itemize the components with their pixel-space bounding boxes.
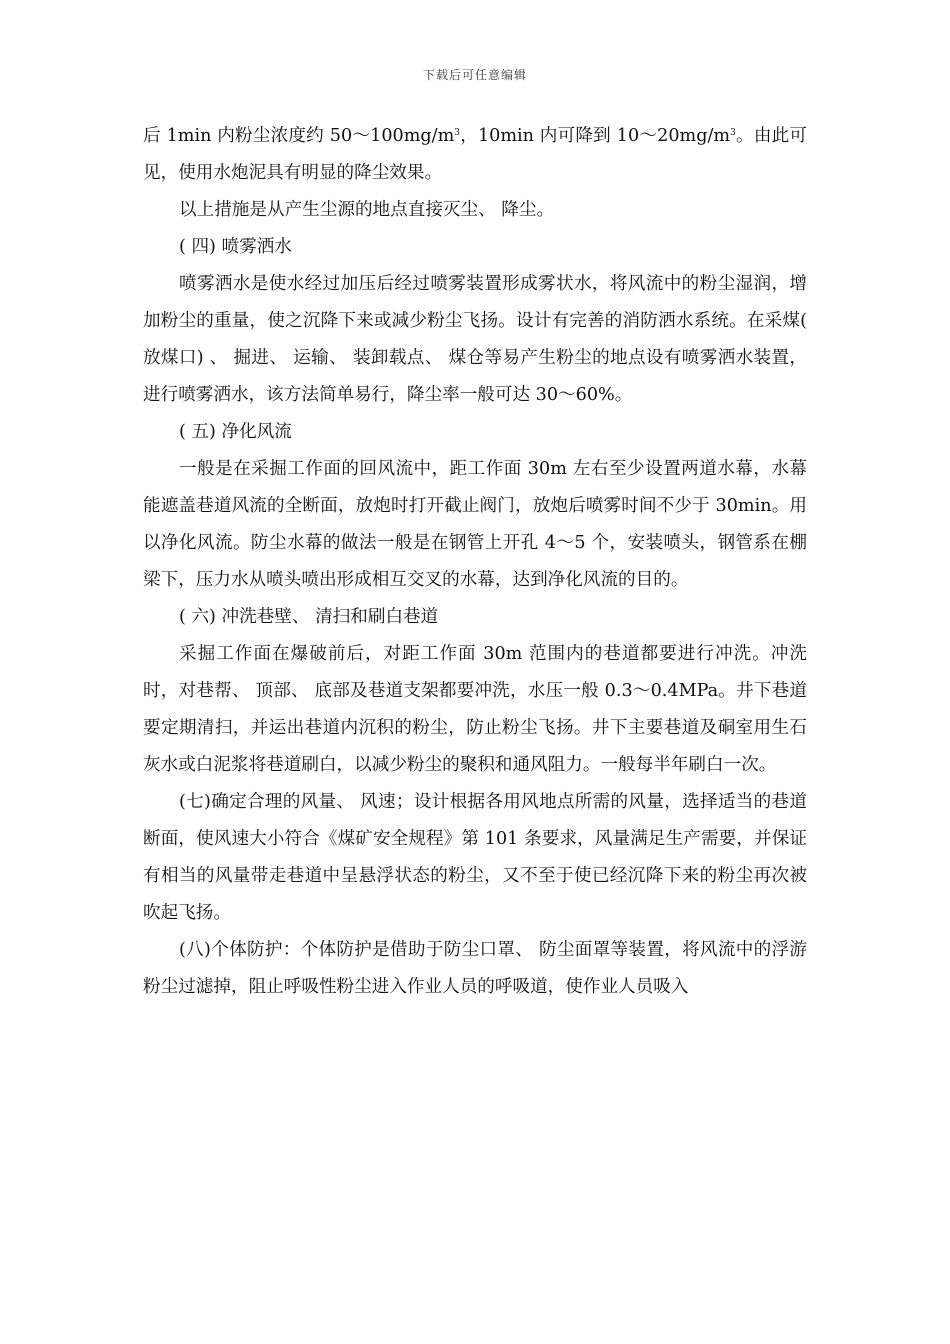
page-header: 下载后可任意编辑 xyxy=(422,68,527,82)
section-heading-4: ( 四) 喷雾洒水 xyxy=(179,237,292,257)
superscript: 3 xyxy=(730,128,736,138)
section-heading-5: ( 五) 净化风流 xyxy=(179,422,292,442)
section-heading-6: ( 六) 冲洗巷壁、 清扫和刷白巷道 xyxy=(179,607,439,627)
paragraph-spray: 喷雾洒水是使水经过加压后经过喷雾装置形成雾状水，将风流中的粉尘湿润，增加粉尘的重量，使之沉降下来或减少粉尘飞扬。设计有完善的消防洒水系统。在采煤( 放煤口) 、 掘进、 运输、 装卸载点、 煤仓等易产生粉尘的地点设有喷雾洒水装置，进行喷雾洒水，该方法简单易行，降尘率一般可达 30～60%。 xyxy=(143,274,807,405)
text-run: ，10min 内可降到 10～20mg/m xyxy=(460,126,731,146)
paragraph-continued xyxy=(143,118,807,192)
paragraph-summary: 以上措施是从产生尘源的地点直接灭尘、 降尘。 xyxy=(179,200,555,220)
document-body xyxy=(143,118,807,1006)
paragraph-flush: 采掘工作面在爆破前后，对距工作面 30m 范围内的巷道都要进行冲洗。冲洗时，对巷帮、 顶部、 底部及巷道支架都要冲洗，水压一般 0.3～0.4MPa。井下巷道要定期清扫，并运出巷道内沉积的粉尘，防止粉尘飞扬。井下主要巷道及硐室用生石灰水或白泥浆将巷道刷白，以减少粉尘的聚积和通风阻力。一般每半年刷白一次。 xyxy=(143,644,807,775)
paragraph-purify: 一般是在采掘工作面的回风流中，距工作面 30m 左右至少设置两道水幕，水幕能遮盖巷道风流的全断面，放炮时打开截止阀门，放炮后喷雾时间不少于 30min。用以净化风流。防尘水幕的做法一般是在钢管上开孔 4～5 个，安装喷头，钢管系在棚梁下，压力水从喷头喷出形成相互交叉的水幕，达到净化风流的目的。 xyxy=(143,459,807,590)
paragraph-airflow: (七)确定合理的风量、 风速；设计根据各用风地点所需的风量，选择适当的巷道断面，使风速大小符合《煤矿安全规程》第 101 条要求，风量满足生产需要，并保证有相当的风量带走巷道中呈悬浮状态的粉尘，又不至于使已经沉降下来的粉尘再次被吹起飞扬。 xyxy=(143,792,807,923)
superscript: 3 xyxy=(454,128,460,138)
text-run: 后 1min 内粉尘浓度约 50～100mg/m xyxy=(143,126,455,146)
paragraph-protection: (八)个体防护：个体防护是借助于防尘口罩、 防尘面罩等装置，将风流中的浮游粉尘过滤掉，阻止呼吸性粉尘进入作业人员的呼吸道，使作业人员吸入 xyxy=(143,940,807,997)
text-run: 。由此可见，使用水炮泥具有明显的降尘效果。 xyxy=(143,126,807,183)
